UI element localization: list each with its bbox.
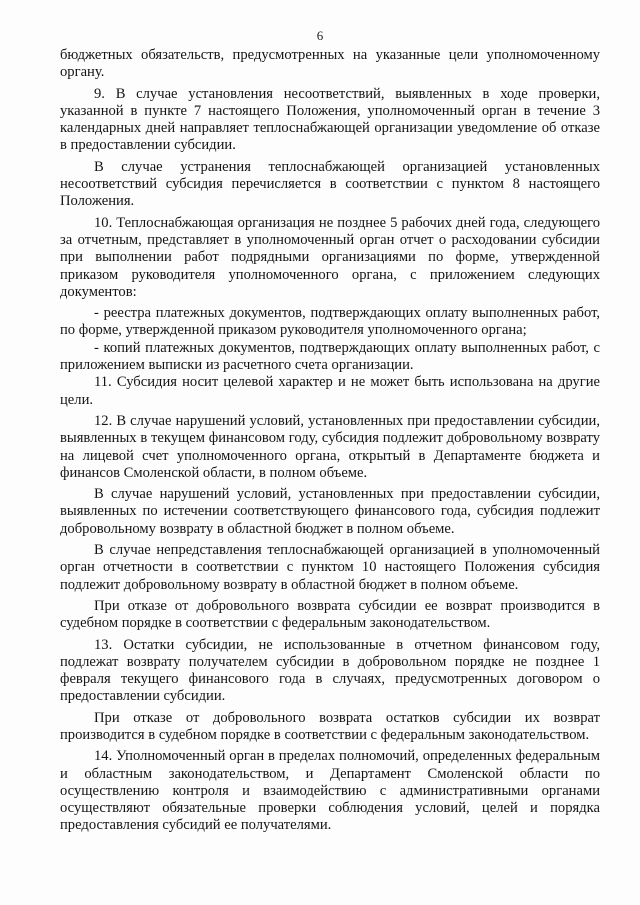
paragraph-item-13: 13. Остатки субсидии, не использованные в отчетном финансовом году, подлежат возврату получателем субсидии в добровольном порядке не позднее 1 февраля текущего финансового года в случаях, предусмотренных договором о предоставлении субсидии. (60, 636, 600, 705)
paragraph-item-12: 12. В случае нарушений условий, установленных при предоставлении субсидии, выявленных в текущем финансовом году, субсидия подлежит добровольному возврату на лицевой счет уполномоченного органа, открытый в Департаменте бюджета и финансов Смоленской области, в полном объеме. (60, 412, 600, 481)
paragraph-item-11: 11. Субсидия носит целевой характер и не может быть использована на другие цели. (60, 374, 600, 408)
list-item-payment-copies: - копий платежных документов, подтверждающих оплату выполненных работ, с приложением выписки из расчетного счета организации. (60, 339, 600, 374)
document-body (60, 47, 600, 839)
page-number: 6 (316, 28, 324, 43)
paragraph-item-12-no-report: В случае непредставления теплоснабжающей организацией в уполномоченный орган отчетности в соответствии с пунктом 10 настоящего Положения субсидия подлежит добровольному возврату в областной бюджет в полном объеме. (60, 542, 600, 593)
list-item-payment-registry: - реестра платежных документов, подтверждающих оплату выполненных работ, по форме, утвержденной приказом руководителя уполномоченного органа; (60, 305, 600, 339)
paragraph-continuation: бюджетных обязательств, предусмотренных на указанные цели уполномоченному органу. (60, 47, 600, 81)
paragraph-item-9-elimination: В случае устранения теплоснабжающей организацией установленных несоответствий субсидия перечисляется в соответствии с пунктом 8 настоящего Положения. (60, 158, 600, 210)
paragraph-item-9: 9. В случае установления несоответствий, выявленных в ходе проверки, указанной в пункте 7 настоящего Положения, уполномоченный орган в течение 3 календарных дней направляет теплоснабжающей организации уведомление об отказе в предоставлении субсидии. (60, 85, 600, 154)
paragraph-item-12-court: При отказе от добровольного возврата субсидии ее возврат производится в судебном порядке в соответствии с федеральным законодательством. (60, 597, 600, 632)
paragraph-item-13-court: При отказе от добровольного возврата остатков субсидии их возврат производится в судебном порядке в соответствии с федеральным законодательством. (60, 709, 600, 743)
paragraph-item-12-after-year: В случае нарушений условий, установленных при предоставлении субсидии, выявленных по истечении соответствующего финансового года, субсидия подлежит добровольному возврату в областной бюджет в полном объеме. (60, 486, 600, 537)
paragraph-item-10: 10. Теплоснабжающая организация не позднее 5 рабочих дней года, следующего за отчетным, представляет в уполномоченный орган отчет о расходовании субсидии при выполнении работ подрядными организациями по форме, утвержденной приказом руководителя уполномоченного органа, с приложением следующих документов: (60, 214, 600, 300)
paragraph-item-14: 14. Уполномоченный орган в пределах полномочий, определенных федеральным и областным законодательством, и Департамент Смоленской области по осуществлению контроля и взаимодействию с административными органами осуществляют обязательные проверки соблюдения условий, целей и порядка предоставления субсидий ее получателями. (60, 748, 600, 834)
